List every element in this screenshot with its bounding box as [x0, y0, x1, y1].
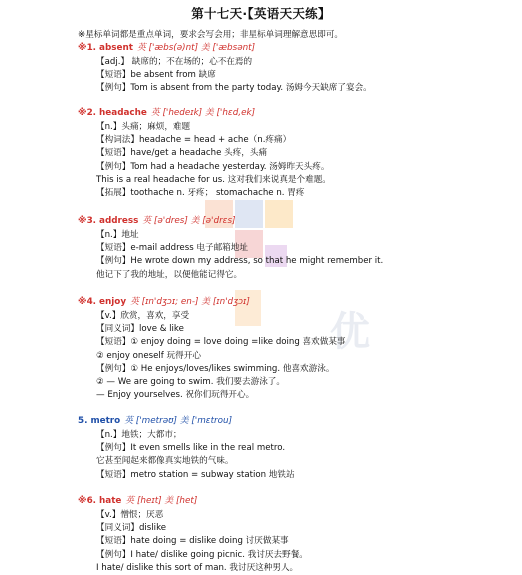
entry-line: 【短语】metro station = subway station 地铁站: [96, 469, 295, 480]
entry-heading: [78, 108, 255, 119]
entry-line: 它甚至闻起来都像真实地铁的气味。: [96, 456, 234, 467]
entry-line: 【例句】Tom is absent from the party today. 汤姆今天缺席了宴会。: [96, 83, 372, 94]
entry-line: 【n.】头痛；麻烦，难题: [96, 122, 191, 132]
entry-line: 【同义词】dislike: [96, 523, 167, 534]
entry-phonetic: 英 [ə'dres] 美 [ə'drɛs]: [142, 216, 236, 226]
entry-phonetic: 英 ['æbs(ə)nt] 美 ['æbsənt]: [136, 43, 256, 53]
page-title: 第十七天·【英语天天练】: [191, 6, 331, 21]
entry-number: 2.: [86, 108, 97, 118]
entry-line: 【v.】憎恨；厌恶: [96, 510, 164, 520]
entry-line: 【adj.】 缺席的；不在场的；心不在焉的: [96, 57, 253, 67]
entry-line: 【v.】欣赏，喜欢，享受: [96, 311, 190, 321]
entry-word: absent: [99, 43, 133, 53]
entry-line: 【例句】① He enjoys/loves/likes swimming. 他喜欢游泳。: [96, 363, 335, 374]
entry-line: 【短语】be absent from 缺席: [96, 70, 216, 81]
entry-heading: [78, 43, 255, 54]
entry-phonetic: 英 ['hedeɪk] 美 ['hɛd,ek]: [150, 108, 256, 118]
entry-heading: [78, 216, 236, 227]
entry-line: 【同义词】love & like: [96, 324, 184, 335]
entry-line: I hate/ dislike this sort of man. 我讨厌这种男人。: [96, 562, 299, 573]
entry-line: 他记下了我的地址，以便他能记得它。: [96, 269, 243, 280]
key-word-star: ※: [78, 43, 87, 53]
entry-number: 6.: [86, 496, 97, 506]
entry-line: ② enjoy oneself 玩得开心: [96, 350, 201, 361]
entry-line: This is a real headache for us. 这对我们来说真是个难题。: [96, 174, 331, 185]
entry-line: 【短语】hate doing = dislike doing 讨厌做某事: [96, 536, 289, 547]
entry-line: 【构词法】headache = head + ache（n.疼痛）: [96, 135, 292, 146]
key-word-star: ※: [78, 216, 87, 226]
entry-phonetic: 英 [heɪt] 美 [het]: [125, 496, 198, 506]
entry-word: metro: [90, 416, 121, 426]
entry-line: 【例句】Tom had a headache yesterday. 汤姆昨天头疼。: [96, 161, 330, 172]
key-word-star: ※: [78, 496, 87, 506]
entry-phonetic: 英 ['metrəʊ] 美 ['mɛtrou]: [124, 416, 233, 426]
entry-line: 【n.】地铁；大都市；: [96, 430, 182, 440]
watermark-text: 优: [330, 309, 376, 355]
entry-number: 3.: [86, 216, 97, 226]
entry-heading: [78, 416, 232, 427]
entry-line: 【短语】have/get a headache 头疼，头痛: [96, 148, 268, 159]
entry-line: 【短语】① enjoy doing = love doing =like doing 喜欢做某事: [96, 337, 346, 348]
entry-line: 【例句】He wrote down my address, so that he might remember it.: [96, 256, 384, 267]
key-word-star: ※: [78, 297, 87, 307]
entry-line: 【例句】It even smells like in the real metro.: [96, 443, 286, 454]
entry-number: 4.: [86, 297, 97, 307]
entry-heading: [78, 297, 250, 308]
entry-number: 5.: [78, 416, 88, 426]
entry-line: ② — We are going to swim. 我们要去游泳了。: [96, 377, 285, 387]
entry-word: enjoy: [99, 297, 127, 307]
entry-line: 【短语】e-mail address 电子邮箱地址: [96, 243, 248, 254]
entry-word: headache: [99, 108, 147, 118]
instruction-note: ※星标单词都是重点单词，要求会写会用；非星标单词理解意思即可。: [78, 30, 344, 40]
key-word-star: ※: [78, 108, 87, 118]
entry-heading: [78, 496, 197, 507]
entry-line: 【n.】地址: [96, 230, 139, 240]
entry-number: 1.: [86, 43, 97, 53]
entry-word: address: [99, 216, 139, 226]
entry-phonetic: 英 [ɪn'dʒɔɪ; en-] 美 [ɪn'dʒɔɪ]: [130, 297, 250, 307]
entry-line: — Enjoy yourselves. 祝你们玩得开心。: [96, 390, 255, 401]
entry-line: 【拓展】toothache n. 牙疼； stomachache n. 胃疼: [96, 188, 305, 198]
entry-line: 【例句】I hate/ dislike going picnic. 我讨厌去野餐。: [96, 549, 308, 560]
entry-word: hate: [99, 496, 122, 506]
